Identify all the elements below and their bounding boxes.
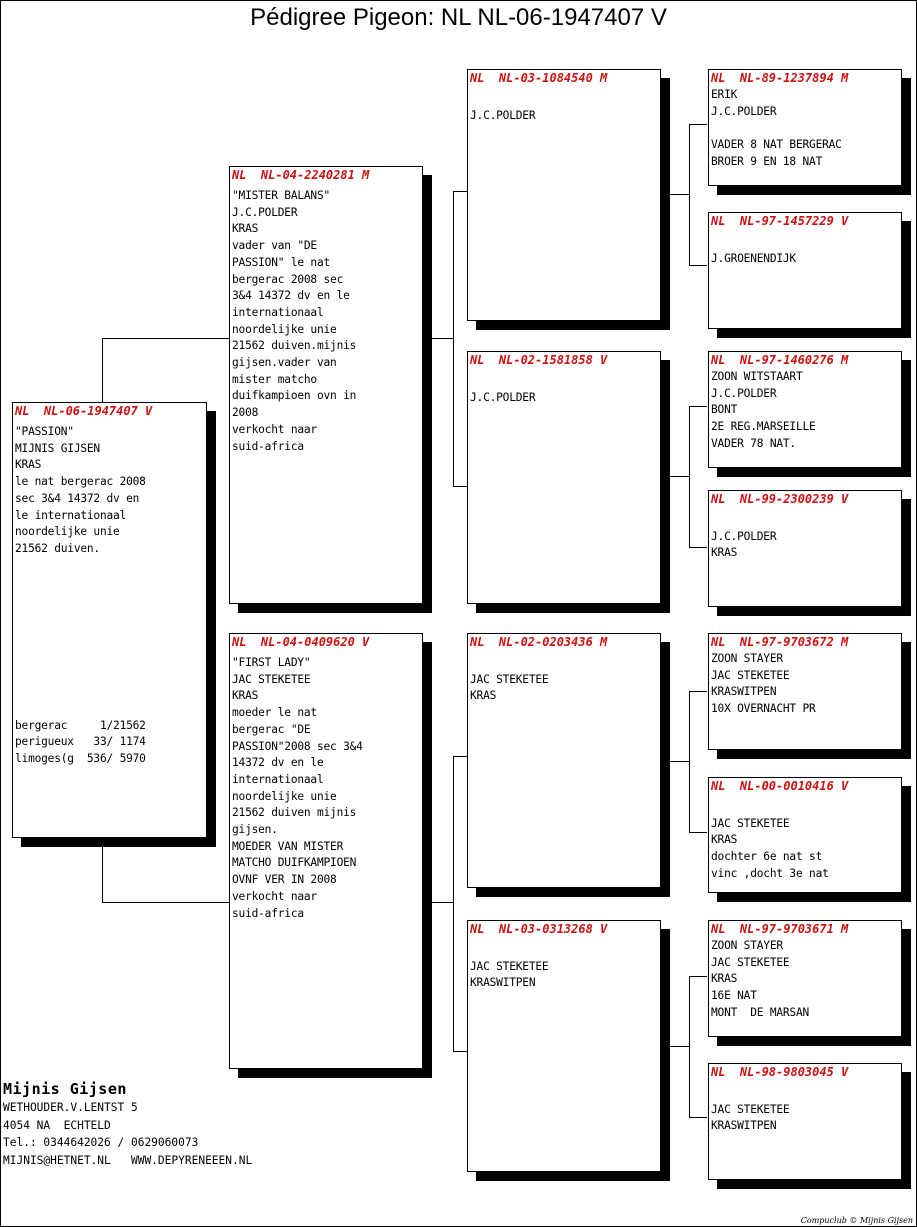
connector xyxy=(102,338,229,339)
card-line: JAC STEKETEE xyxy=(470,672,549,686)
result-line: bergerac 1/21562 xyxy=(15,718,146,732)
grandparent-card[interactable] xyxy=(467,351,661,604)
ring-number: NL NL-03-1084540 M xyxy=(470,71,608,85)
great-grandparent-card[interactable] xyxy=(708,69,902,186)
card-line: suid-africa xyxy=(232,906,304,920)
card-line: 2008 xyxy=(232,406,259,420)
card-line: KRASWITPEN xyxy=(711,685,777,699)
card-line: 14372 dv en le xyxy=(232,756,324,770)
ring-number: NL NL-03-0313268 V xyxy=(470,922,608,936)
subject-card[interactable] xyxy=(12,402,207,838)
connector xyxy=(689,832,707,833)
card-line: vader van "DE xyxy=(232,239,317,253)
card-line xyxy=(470,942,658,959)
ring-number: NL NL-99-2300239 V xyxy=(711,492,849,506)
card-line: BROER 9 EN 18 NAT xyxy=(711,154,823,168)
card-line: ZOON STAYER xyxy=(711,939,783,952)
card-line: noordelijke unie xyxy=(232,789,337,803)
card-line: OVNF VER IN 2008 xyxy=(232,873,337,887)
connector xyxy=(689,976,690,1118)
father-card[interactable] xyxy=(229,166,423,604)
card-line: gijsen. xyxy=(232,823,278,837)
card-line: JAC STEKETEE xyxy=(470,959,549,973)
card-line: duifkampioen ovn in xyxy=(232,389,357,403)
card-line: MATCHO DUIFKAMPIOEN xyxy=(232,856,357,870)
card-line: 2E REG.MARSEILLE xyxy=(711,420,816,434)
card-line: 3&4 14372 dv en le xyxy=(232,289,350,303)
card-line: KRAS xyxy=(711,546,738,560)
ring-number: NL NL-97-9703671 M xyxy=(711,922,849,936)
card-line: noordelijke unie xyxy=(232,322,337,336)
connector xyxy=(689,976,707,977)
ring-number: NL NL-97-1460276 M xyxy=(711,353,849,367)
card-line: KRAS xyxy=(232,689,259,703)
ring-number: NL NL-06-1947407 V xyxy=(15,404,153,418)
ring-number: NL NL-00-0010416 V xyxy=(711,779,849,793)
great-grandparent-card[interactable] xyxy=(708,212,902,329)
card-line xyxy=(711,234,899,251)
card-line: VADER 8 NAT BERGERAC xyxy=(711,138,842,152)
card-line: J.GROENENDIJK xyxy=(711,251,796,265)
card-line: "FIRST LADY" xyxy=(232,656,311,669)
connector xyxy=(102,838,103,903)
card-line: dochter 6e nat st xyxy=(711,850,823,864)
card-line: VADER 78 NAT. xyxy=(711,436,796,450)
ring-number: NL NL-98-9803045 V xyxy=(711,1065,849,1079)
owner-city: 4054 NA ECHTELD xyxy=(3,1118,111,1132)
card-line: 10X OVERNACHT PR xyxy=(711,702,816,716)
great-grandparent-card[interactable] xyxy=(708,920,902,1037)
card-line: JAC STEKETEE xyxy=(232,672,311,686)
card-line: bergerac "DE xyxy=(232,722,311,736)
card-line: JAC STEKETEE xyxy=(711,1102,790,1116)
card-line: KRASWITPEN xyxy=(470,976,536,990)
card-line: 21562 duiven. xyxy=(15,541,100,555)
connector xyxy=(432,338,454,339)
owner-name: Mijnis Gijsen xyxy=(3,1080,127,1098)
result-line: perigueux 33/ 1174 xyxy=(15,735,146,749)
card-line: bergerac 2008 sec xyxy=(232,272,344,286)
card-line: J.C.POLDER xyxy=(232,205,298,219)
connector xyxy=(102,338,103,403)
card-line: suid-africa xyxy=(232,439,304,453)
card-line xyxy=(470,655,658,672)
connector xyxy=(689,691,690,833)
card-line: 21562 duiven mijnis xyxy=(232,806,357,820)
card-line: JAC STEKETEE xyxy=(711,668,790,682)
great-grandparent-card[interactable] xyxy=(708,633,902,750)
ring-number: NL NL-02-1581858 V xyxy=(470,353,608,367)
card-line xyxy=(711,799,899,816)
ring-number: NL NL-97-1457229 V xyxy=(711,214,849,228)
card-line: internationaal xyxy=(232,305,324,319)
result-line: limoges(g 536/ 5970 xyxy=(15,752,146,766)
connector xyxy=(689,691,707,692)
ring-number: NL NL-89-1237894 M xyxy=(711,71,849,85)
connector xyxy=(689,1117,707,1118)
connector xyxy=(689,124,690,266)
card-line: verkocht naar xyxy=(232,422,317,436)
card-line: noordelijke unie xyxy=(15,525,120,539)
ring-number: NL NL-04-2240281 M xyxy=(232,168,370,182)
card-line: KRAS xyxy=(711,972,738,986)
card-line: ZOON STAYER xyxy=(711,652,783,665)
great-grandparent-card[interactable] xyxy=(708,1063,902,1180)
connector xyxy=(453,1051,467,1052)
card-line xyxy=(711,1085,899,1102)
owner-web[interactable]: MIJNIS@HETNET.NL WWW.DEPYRENEEEN.NL xyxy=(3,1153,253,1167)
card-line: J.C.POLDER xyxy=(711,104,777,118)
card-line: KRAS xyxy=(15,458,42,472)
great-grandparent-card[interactable] xyxy=(708,490,902,607)
connector xyxy=(689,406,690,548)
card-line: MOEDER VAN MISTER xyxy=(232,839,344,853)
race-results xyxy=(15,718,204,768)
connector xyxy=(453,191,467,192)
owner-info xyxy=(3,1079,252,1169)
grandparent-card[interactable] xyxy=(467,633,661,888)
owner-phone: Tel.: 0344642026 / 0629060073 xyxy=(3,1136,199,1149)
card-line: sec 3&4 14372 dv en xyxy=(15,491,140,505)
card-line: le internationaal xyxy=(15,508,127,522)
card-line: ERIK xyxy=(711,88,738,101)
connector xyxy=(689,547,707,548)
connector xyxy=(102,902,229,903)
card-line: BONT xyxy=(711,403,738,417)
connector xyxy=(689,124,707,125)
mother-card[interactable] xyxy=(229,633,423,1069)
card-line: ZOON WITSTAART xyxy=(711,370,803,383)
card-line: KRAS xyxy=(470,689,497,703)
card-line: J.C.POLDER xyxy=(711,529,777,543)
card-line: KRASWITPEN xyxy=(711,1119,777,1133)
card-line xyxy=(470,373,658,390)
card-line: MONT DE MARSAN xyxy=(711,1005,810,1019)
card-line xyxy=(711,120,899,137)
credit-text: Compuclub © Mijnis Gijsen xyxy=(800,1216,913,1225)
card-line: PASSION"2008 sec 3&4 xyxy=(232,739,363,753)
connector xyxy=(668,761,690,762)
great-grandparent-card[interactable] xyxy=(708,777,902,893)
connector xyxy=(689,265,707,266)
page-title: Pédigree Pigeon: NL NL-06-1947407 V xyxy=(250,4,667,31)
card-line: J.C.POLDER xyxy=(711,386,777,400)
connector xyxy=(453,756,467,757)
card-line: 16E NAT xyxy=(711,989,757,1003)
card-line: moeder le nat xyxy=(232,706,317,720)
connector xyxy=(453,756,454,1052)
connector xyxy=(689,406,707,407)
grandparent-card[interactable] xyxy=(467,69,661,321)
ring-number: NL NL-04-0409620 V xyxy=(232,635,370,649)
connector xyxy=(453,486,467,487)
card-line: J.C.POLDER xyxy=(470,108,536,122)
card-line: 21562 duiven.mijnis xyxy=(232,339,357,353)
card-line: vinc ,docht 3e nat xyxy=(711,866,829,880)
connector xyxy=(432,902,454,903)
card-line xyxy=(711,512,899,529)
card-line: verkocht naar xyxy=(232,889,317,903)
connector xyxy=(668,1046,690,1047)
connector xyxy=(668,476,690,477)
card-line: le nat bergerac 2008 xyxy=(15,475,146,489)
ring-number: NL NL-97-9703672 M xyxy=(711,635,849,649)
card-line: PASSION" le nat xyxy=(232,255,331,269)
card-line: "MISTER BALANS" xyxy=(232,189,331,202)
connector xyxy=(668,194,690,195)
owner-address: WETHOUDER.V.LENTST 5 xyxy=(3,1101,138,1114)
card-line: KRAS xyxy=(711,833,738,847)
grandparent-card[interactable] xyxy=(467,920,661,1172)
great-grandparent-card[interactable] xyxy=(708,351,902,468)
card-line: mister matcho xyxy=(232,372,317,386)
card-line: JAC STEKETEE xyxy=(711,816,790,830)
card-line: internationaal xyxy=(232,772,324,786)
card-line: "PASSION" xyxy=(15,425,74,438)
card-line: JAC STEKETEE xyxy=(711,955,790,969)
card-line: J.C.POLDER xyxy=(470,390,536,404)
card-line: KRAS xyxy=(232,222,259,236)
card-line: MIJNIS GIJSEN xyxy=(15,441,100,455)
ring-number: NL NL-02-0203436 M xyxy=(470,635,608,649)
card-line xyxy=(470,91,658,108)
card-line: gijsen.vader van xyxy=(232,356,337,370)
